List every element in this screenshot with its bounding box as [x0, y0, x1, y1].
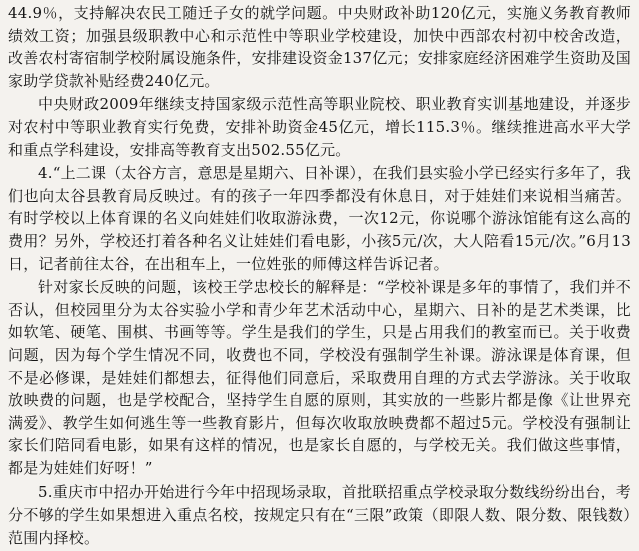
- paragraph-1: 44.9％，支持解决农民工随迁子女的就学问题。中央财政补助120亿元，实施义务教育教师绩效工资；加强县级职教中心和示范性中等职业学校建设，加快中西部农村初中校舍改造，改善农村寄宿制学校附属设施条件，安排建设资金137亿元；安排家庭经济困难学生资助及国家助学贷款补贴经费240亿元。: [8, 4, 631, 90]
- paragraph-4: 针对家长反映的问题，该校王学忠校长的解释是：“学校补课是多年的事情了，我们并不否认，但校园里分为太谷实验小学和青少年艺术活动中心，星期六、日补的是艺术类课，比如软笔、硬笔、围棋、书画等等。学生是我们的学生，只是占用我们的教室而已。关于收费问题，因为每个学生情况不同，收费也不同，学校没有强制学生补课。游泳课是体育课，但不是必修课，是娃娃们都想去，征得他们同意后，采取费用自理的方式去学游泳。关于收取放映费的问题，也是学校配合，坚持学生自愿的原则，其实放的一些影片都是像《让世界充满爱》、教学生如何逃生等一些教育影片，但每次收取放映费都不超过5元。学校没有强制让家长们陪同看电影，如果有这样的情况，也是家长自愿的，与学校无关。我们做这些事情，都是为娃娃们好呀！”: [8, 278, 631, 477]
- paragraph-5: 5.重庆市中招办开始进行今年中招现场录取，首批联招重点学校录取分数线纷纷出台，考分不够的学生如果想进入重点名校，按规定只有在“三限”政策（即限人数、限分数、限钱数）范围内择校。: [8, 483, 631, 547]
- paragraph-3: 4.“上二课（太谷方言，意思是星期六、日补课），在我们县实验小学已经实行多年了，我们也向太谷县教育局反映过。有的孩子一年四季都没有休息日，对于娃娃们来说相当痛苦。有时学校以上体育课的名义向娃娃们收取游泳费，一次12元，你说哪个游泳馆能有这么高的费用？另外，学校还打着各种名义让娃娃们看电影，小孩5元/次，大人陪看15元/次。”6月13日，记者前往太谷，在出租车上，一位姓张的师傅这样告诉记者。: [8, 164, 631, 273]
- paragraph-2: 中央财政2009年继续支持国家级示范性高等职业院校、职业教育实训基地建设，并逐步对农村中等职业教育实行免费，安排补助资金45亿元，增长115.3％。继续推进高水平大学和重点学科建设，安排高等教育支出502.55亿元。: [8, 95, 631, 159]
